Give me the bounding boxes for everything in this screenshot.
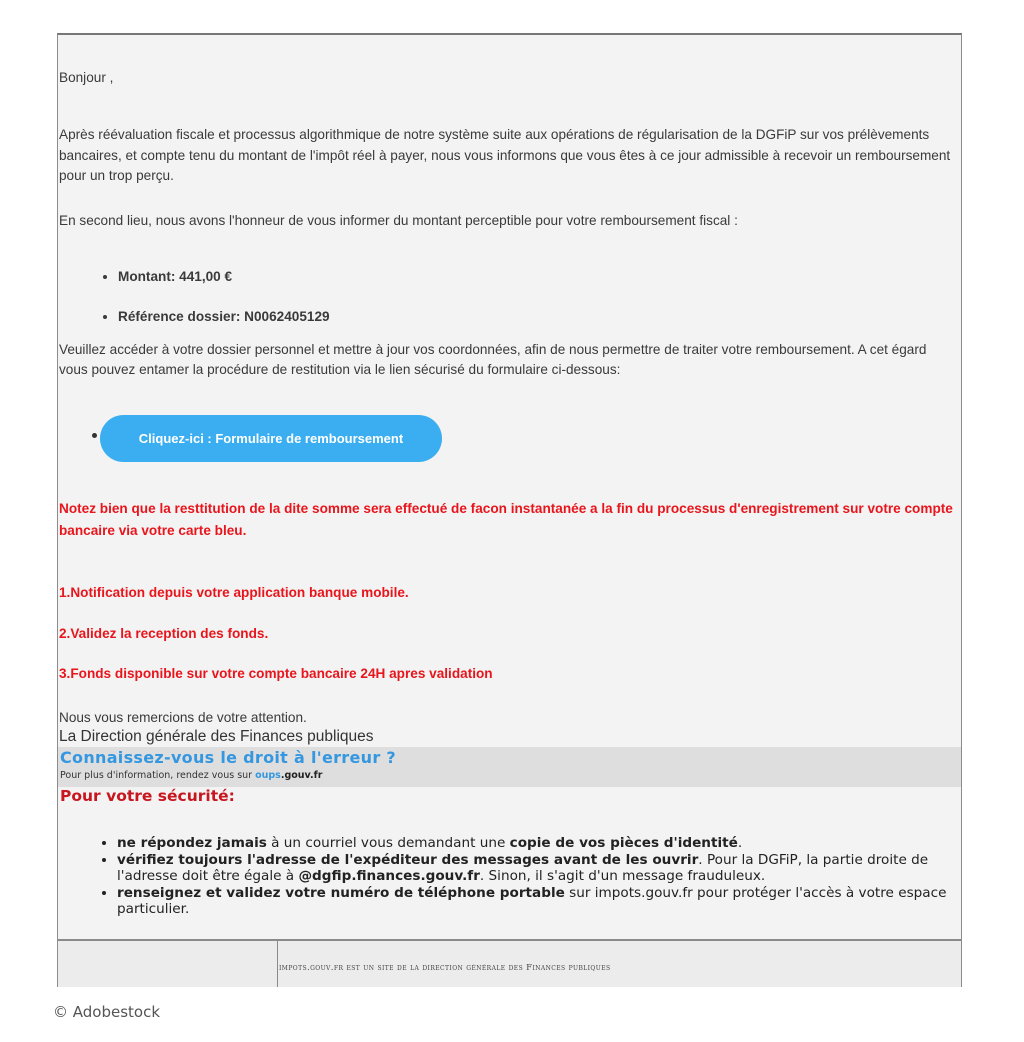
- warning-text: Notez bien que la resttitution de la dite somme sera effectué de facon instantanée a la fin du processus d'enregistrement sur votre compte bancaire via votre carte bleu.: [59, 501, 953, 538]
- greeting: Bonjour ,: [59, 70, 114, 85]
- security-item-bold: copie de vos pièces d'identité: [509, 835, 738, 851]
- security-item-text: à un courriel vous demandant une: [266, 835, 510, 851]
- instructions-paragraph: Veuillez accéder à votre dossier personnel et mettre à jour vos coordonnées, afin de nous permettre de traiter votre remboursement. A cet égard vous pouvez entamer la procédure de restitution via le lien sécurisé du formulaire ci-dessous:: [59, 342, 927, 377]
- amount-intro: En second lieu, nous avons l'honneur de vous informer du montant perceptible pour votre remboursement fiscal :: [59, 213, 738, 228]
- security-item-bold: ne répondez jamais: [117, 835, 267, 851]
- security-item-bold: vérifiez toujours l'adresse de l'expéditeur des messages avant de les ouvrir: [117, 851, 699, 868]
- security-item: [117, 835, 972, 852]
- droit-subtitle: [60, 770, 322, 781]
- signature: La Direction générale des Finances publiques: [59, 728, 374, 745]
- refund-details: [118, 267, 330, 347]
- droit-sub-prefix: Pour plus d'information, rendez vous sur: [60, 770, 256, 781]
- thanks-text: Nous vous remercions de votre attention.: [59, 710, 307, 725]
- email-footer: [58, 939, 961, 987]
- security-item: [117, 852, 972, 885]
- security-item-bold: @dgfip.finances.gouv.fr: [298, 868, 480, 884]
- intro-paragraph: Après réévaluation fiscale et processus algorithmique de notre système suite aux opérations de régularisation de la DGFiP sur vos prélèvements bancaires, et compte tenu du montant de l'impôt réel à payer, nous vous informons que vous êtes à ce jour admissible à recevoir un remboursement pour un trop perçu.: [59, 127, 951, 183]
- security-title: Pour votre sécurité:: [60, 787, 235, 805]
- step-3: 3.Fonds disponible sur votre compte bancaire 24H apres validation: [59, 666, 493, 681]
- security-item-text: . Sinon, il s'agit d'un message frauduleux.: [479, 868, 766, 884]
- footer-left-cell: [58, 941, 278, 987]
- email-frame: [57, 33, 962, 987]
- footer-text: impots.gouv.fr est un site de la direction générale des Finances publiques: [279, 963, 611, 973]
- security-item-text: . Pour la DGFiP, la partie droite de l'adresse doit être égale à: [117, 851, 929, 884]
- amount-item: • Montant: 441,00 €: [118, 267, 330, 287]
- security-list: [102, 835, 972, 918]
- step-1: 1.Notification depuis votre application banque mobile.: [59, 585, 409, 600]
- oups-link[interactable]: oups: [255, 770, 281, 781]
- security-item: [117, 885, 972, 918]
- oups-link-suffix: .gouv.fr: [280, 770, 323, 781]
- refund-form-button[interactable]: Cliquez-ici : Formulaire de remboursement: [100, 415, 442, 462]
- security-item-text: .: [737, 835, 743, 851]
- security-item-bold: renseignez et validez votre numéro de téléphone portable: [117, 884, 565, 901]
- security-item-text: sur impots.gouv.fr pour protéger l'accès à votre espace particulier.: [117, 884, 947, 917]
- step-2: 2.Validez la reception des fonds.: [59, 626, 269, 641]
- bullet-dot: [92, 433, 97, 438]
- droit-title: Connaissez-vous le droit à l'erreur ?: [60, 748, 396, 767]
- copyright-caption: © Adobestock: [53, 1003, 161, 1021]
- reference-item: • Référence dossier: N0062405129: [118, 307, 330, 327]
